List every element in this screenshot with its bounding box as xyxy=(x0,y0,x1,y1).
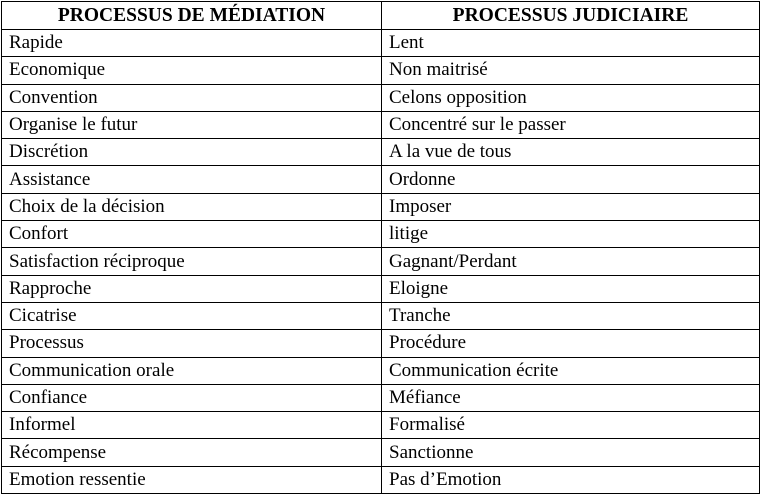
table-row xyxy=(2,248,760,275)
cell-mediation: Discrétion xyxy=(2,139,382,166)
table-row xyxy=(2,57,760,84)
table-row xyxy=(2,30,760,57)
header-row xyxy=(2,2,760,30)
cell-mediation: Rapproche xyxy=(2,275,382,302)
cell-judiciaire: A la vue de tous xyxy=(382,139,760,166)
table-row xyxy=(2,221,760,248)
cell-judiciaire: Non maitrisé xyxy=(382,57,760,84)
table-row xyxy=(2,193,760,220)
table-row xyxy=(2,439,760,466)
cell-mediation: Confort xyxy=(2,221,382,248)
table-row xyxy=(2,330,760,357)
cell-judiciaire: Eloigne xyxy=(382,275,760,302)
cell-judiciaire: Formalisé xyxy=(382,412,760,439)
cell-mediation: Assistance xyxy=(2,166,382,193)
cell-judiciaire: litige xyxy=(382,221,760,248)
table-row xyxy=(2,466,760,493)
cell-mediation: Confiance xyxy=(2,384,382,411)
cell-mediation: Convention xyxy=(2,84,382,111)
cell-judiciaire: Concentré sur le passer xyxy=(382,111,760,138)
cell-judiciaire: Gagnant/Perdant xyxy=(382,248,760,275)
table-row xyxy=(2,384,760,411)
cell-mediation: Satisfaction réciproque xyxy=(2,248,382,275)
header-judiciaire: PROCESSUS JUDICIAIRE xyxy=(382,2,760,30)
cell-mediation: Emotion ressentie xyxy=(2,466,382,493)
cell-judiciaire: Procédure xyxy=(382,330,760,357)
cell-mediation: Cicatrise xyxy=(2,302,382,329)
cell-mediation: Récompense xyxy=(2,439,382,466)
table-row xyxy=(2,275,760,302)
cell-mediation: Communication orale xyxy=(2,357,382,384)
table-row xyxy=(2,412,760,439)
cell-judiciaire: Méfiance xyxy=(382,384,760,411)
table-row xyxy=(2,357,760,384)
cell-mediation: Informel xyxy=(2,412,382,439)
header-mediation: PROCESSUS DE MÉDIATION xyxy=(2,2,382,30)
cell-judiciaire: Pas d’Emotion xyxy=(382,466,760,493)
cell-judiciaire: Celons opposition xyxy=(382,84,760,111)
table-row xyxy=(2,166,760,193)
cell-judiciaire: Ordonne xyxy=(382,166,760,193)
table-row xyxy=(2,111,760,138)
cell-mediation: Rapide xyxy=(2,30,382,57)
cell-mediation: Economique xyxy=(2,57,382,84)
table-row xyxy=(2,302,760,329)
comparison-table xyxy=(1,1,760,494)
cell-mediation: Choix de la décision xyxy=(2,193,382,220)
cell-judiciaire: Imposer xyxy=(382,193,760,220)
cell-judiciaire: Communication écrite xyxy=(382,357,760,384)
cell-judiciaire: Lent xyxy=(382,30,760,57)
table-row xyxy=(2,84,760,111)
cell-mediation: Organise le futur xyxy=(2,111,382,138)
cell-mediation: Processus xyxy=(2,330,382,357)
cell-judiciaire: Sanctionne xyxy=(382,439,760,466)
cell-judiciaire: Tranche xyxy=(382,302,760,329)
table-row xyxy=(2,139,760,166)
